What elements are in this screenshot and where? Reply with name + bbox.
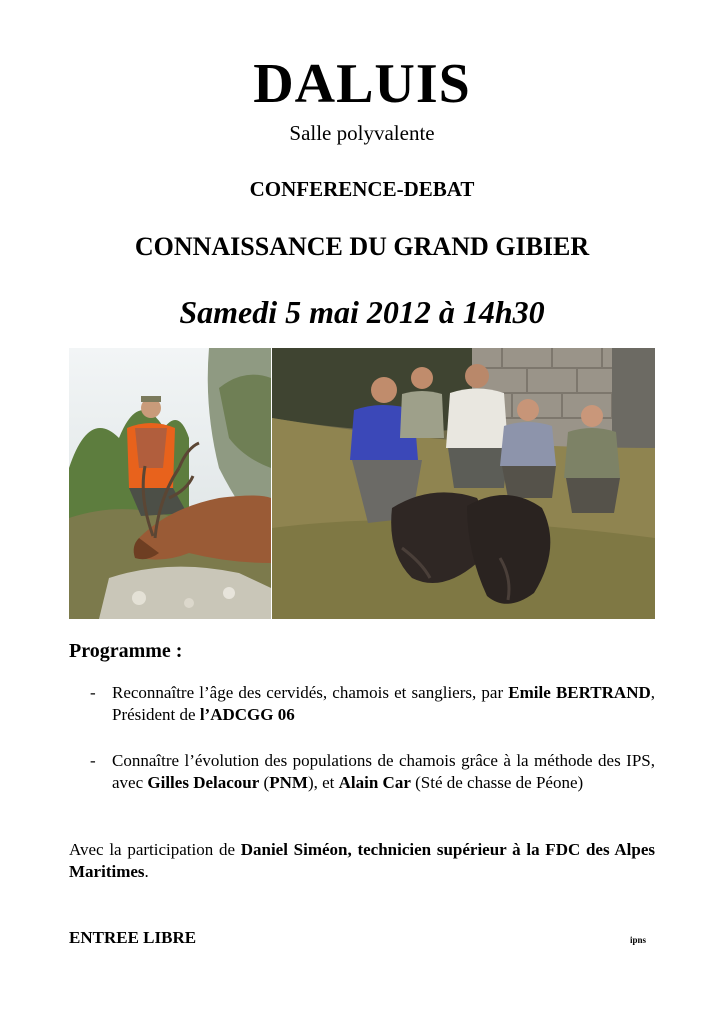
free-entry-note: ENTREE LIBRE [69, 928, 197, 947]
venue-subtitle: Salle polyvalente [289, 121, 435, 145]
programme-item-text: Reconnaître l’âge des cervidés, chamois et sangliers, par Emile BERTRAND, Président de l’ADCGG 06 [112, 683, 655, 724]
participation-note: Avec la participation de Daniel Siméon, technicien supérieur à la FDC des Alpes Maritimes. [69, 840, 655, 881]
programme-item [90, 682, 655, 726]
programme-title: Programme : [69, 640, 183, 662]
event-heading: CONNAISSANCE DU GRAND GIBIER [134, 232, 590, 261]
ipns-mark: ipns [630, 935, 647, 945]
list-dash: - [90, 751, 96, 770]
programme-item [90, 750, 655, 794]
poster-title: DALUIS [253, 53, 471, 115]
photo-hunters-with-boars [272, 348, 655, 619]
photo-hunter-with-deer [69, 348, 271, 619]
event-date: Samedi 5 mai 2012 à 14h30 [179, 294, 545, 330]
list-dash: - [90, 683, 96, 702]
event-type: CONFERENCE-DEBAT [249, 177, 475, 201]
programme-item-text: Connaître l’évolution des populations de chamois grâce à la méthode des IPS, avec Gilles Delacour (PNM), et Alain Car (Sté de chasse de Péone) [112, 751, 655, 792]
